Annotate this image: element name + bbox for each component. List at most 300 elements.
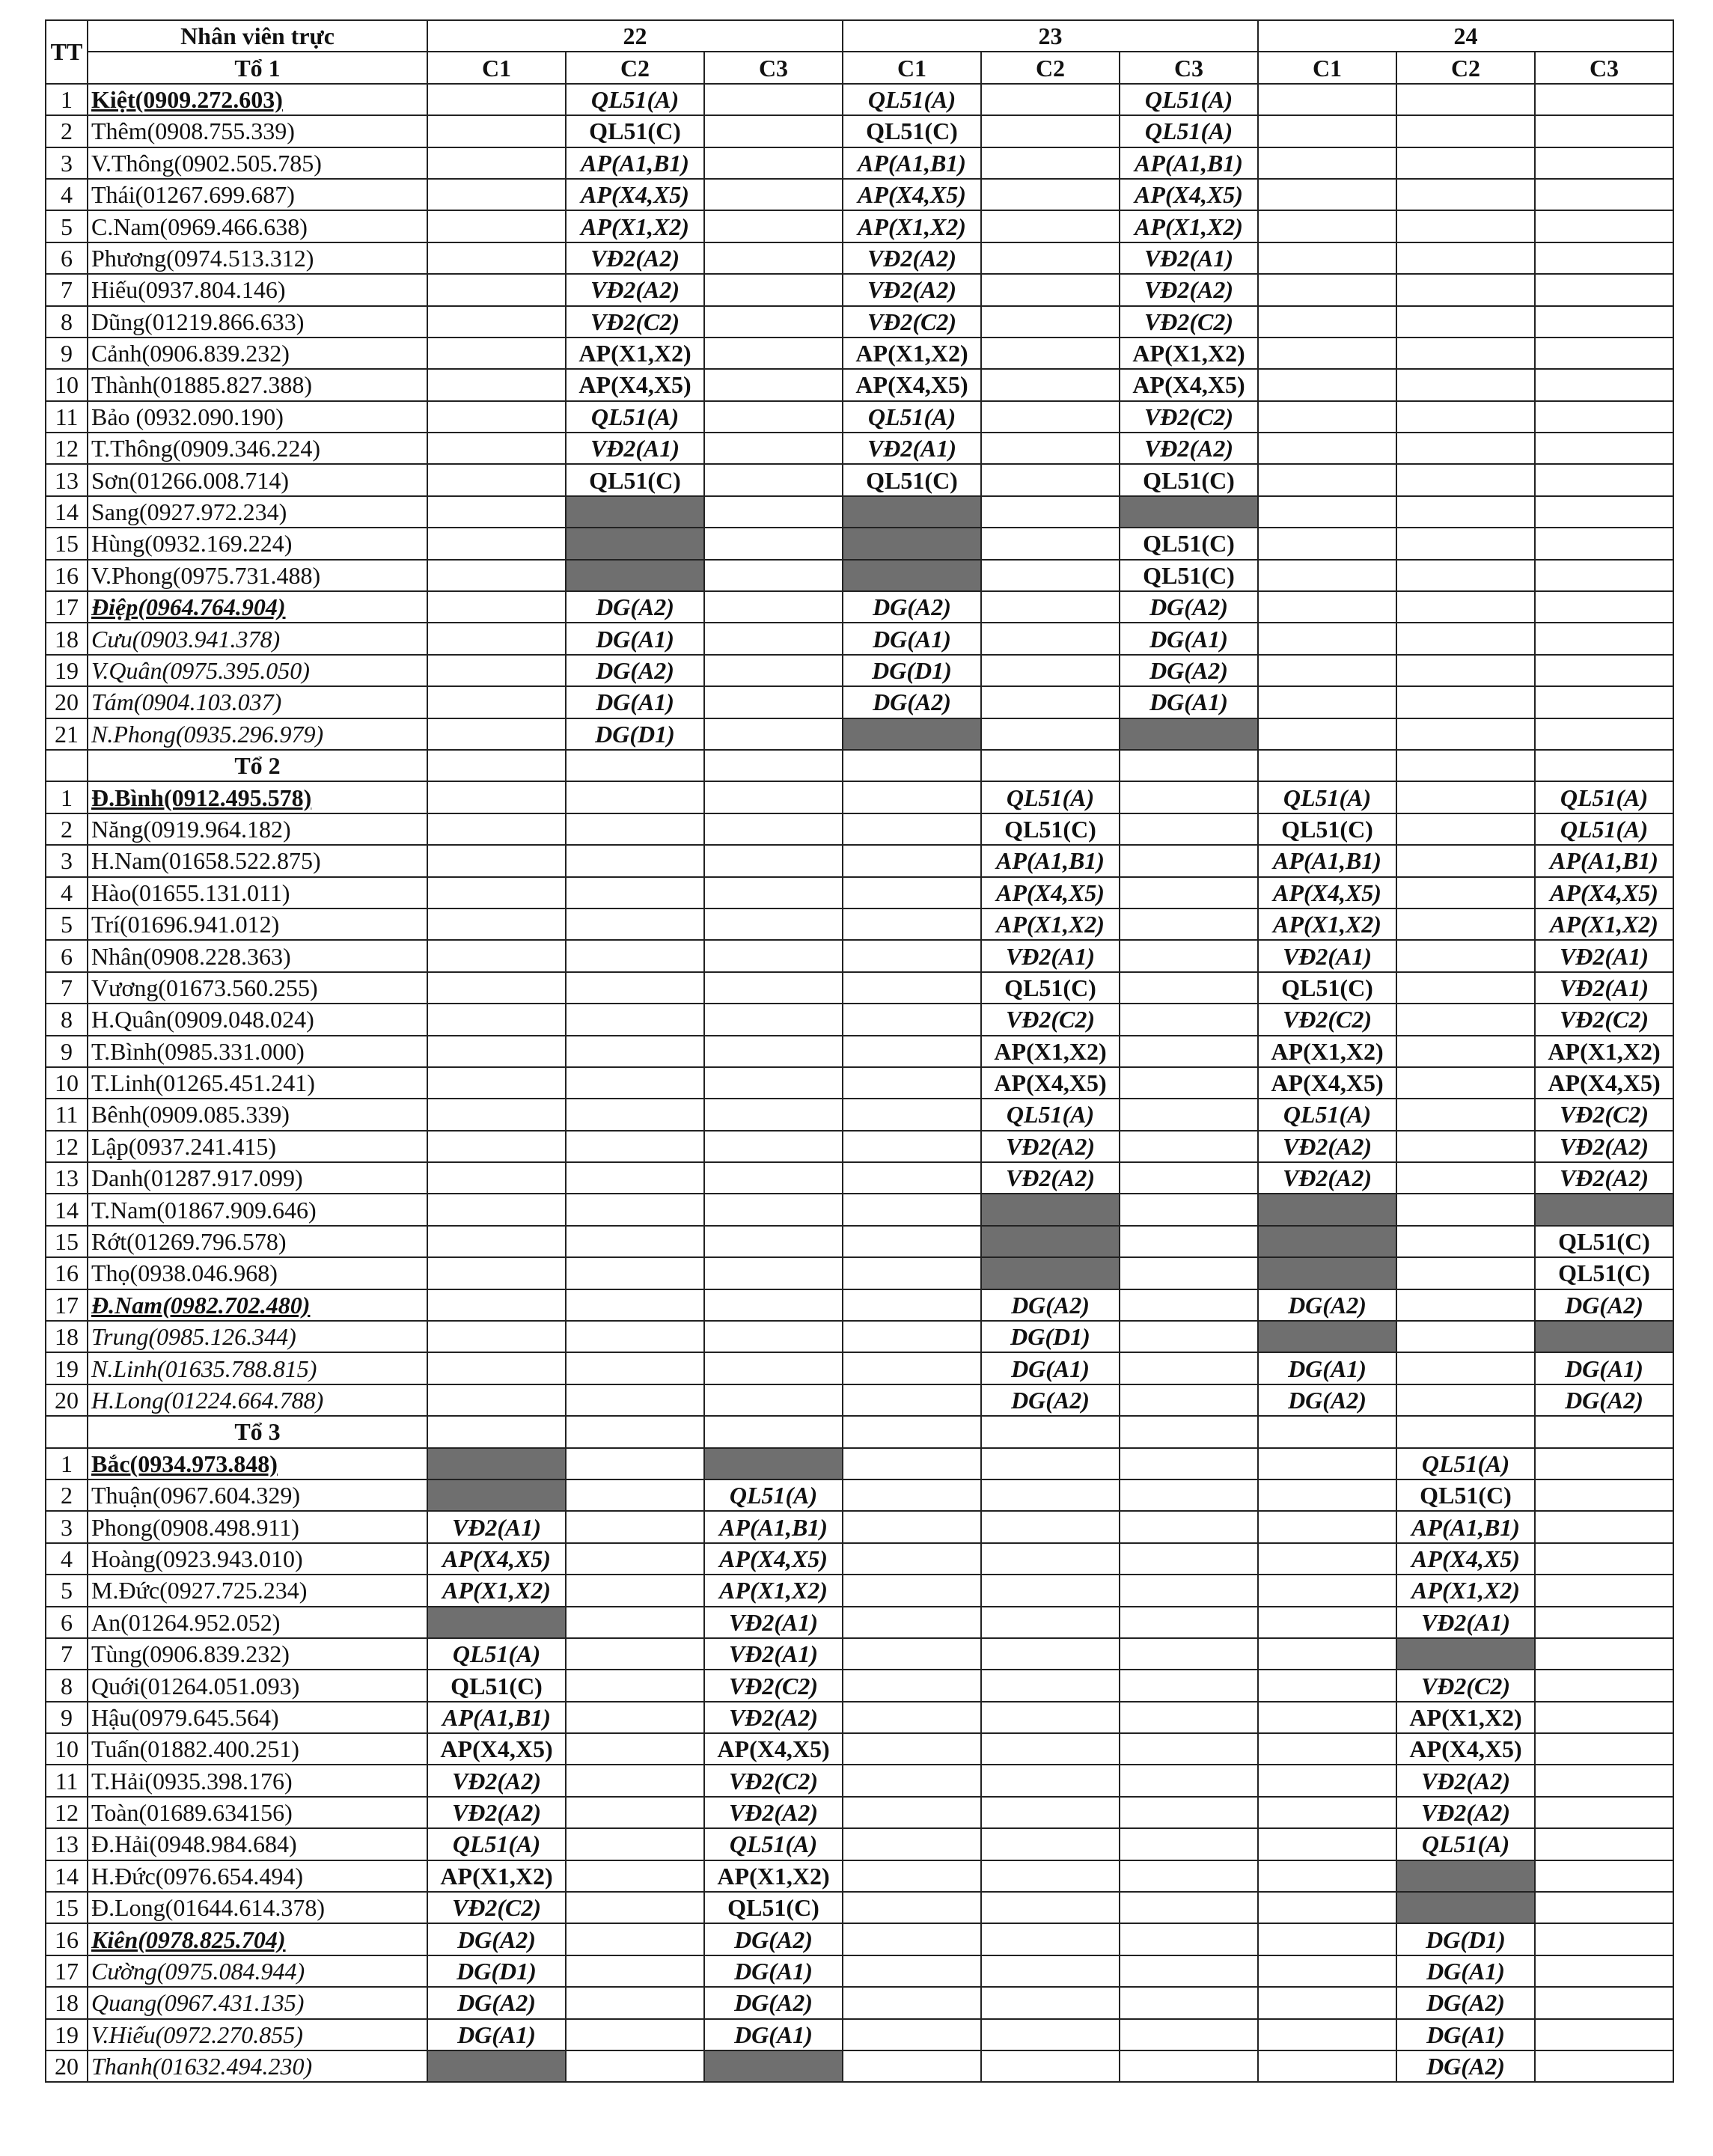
staff-row <box>46 1289 1673 1321</box>
empty-cell <box>843 1036 981 1067</box>
empty-cell <box>1120 972 1258 1004</box>
row-number: 17 <box>46 591 88 623</box>
empty-cell <box>566 1702 704 1733</box>
staff-name: V.Quân(0975.395.050) <box>91 657 310 684</box>
empty-cell <box>704 1131 843 1162</box>
staff-row <box>46 972 1673 1004</box>
row-number: 18 <box>46 1321 88 1352</box>
empty-cell <box>566 845 704 876</box>
staff-name: Cảnh(0906.839.232) <box>91 340 290 367</box>
empty-cell <box>427 1004 566 1035</box>
empty-cell <box>566 1162 704 1194</box>
empty-cell <box>427 528 566 559</box>
header-tt: TT <box>46 20 88 84</box>
empty-cell <box>1120 877 1258 908</box>
empty-cell <box>843 1892 981 1923</box>
empty-cell <box>1120 1765 1258 1796</box>
empty-cell <box>566 1828 704 1860</box>
empty-cell <box>427 306 566 338</box>
assignment-cell: VĐ2(A2) <box>1396 1797 1535 1828</box>
header-shift: C1 <box>427 52 566 83</box>
staff-name: Quang(0967.431.135) <box>91 1989 305 2017</box>
assignment-cell: DG(A1) <box>1258 1352 1396 1384</box>
staff-name-cell <box>88 242 427 274</box>
empty-cell <box>1258 338 1396 369</box>
staff-name-cell <box>88 1828 427 1860</box>
assignment-cell: DG(D1) <box>843 655 981 686</box>
empty-cell <box>1258 210 1396 242</box>
empty-cell <box>1396 1004 1535 1035</box>
assignment-cell: DG(A1) <box>1396 1955 1535 1987</box>
empty-cell <box>566 940 704 971</box>
empty-cell <box>427 1321 566 1352</box>
row-number: 15 <box>46 1892 88 1923</box>
header-row-days <box>46 20 1673 52</box>
empty-cell <box>1120 1162 1258 1194</box>
assignment-cell: AP(A1,B1) <box>1258 845 1396 876</box>
staff-name-cell <box>88 686 427 718</box>
empty-cell <box>981 1923 1120 1955</box>
assignment-cell: QL51(C) <box>1258 813 1396 845</box>
empty-cell <box>704 845 843 876</box>
assignment-cell: VĐ2(C2) <box>1120 401 1258 433</box>
row-number: 7 <box>46 274 88 305</box>
empty-cell <box>1396 623 1535 654</box>
empty-cell <box>843 1670 981 1701</box>
assignment-cell: QL51(C) <box>981 972 1120 1004</box>
header-day-24: 24 <box>1258 20 1673 52</box>
empty-cell <box>843 1733 981 1765</box>
empty-cell <box>1258 306 1396 338</box>
assignment-cell: VĐ2(C2) <box>1535 1004 1673 1035</box>
staff-name-cell <box>88 210 427 242</box>
empty-cell <box>566 1670 704 1701</box>
empty-cell <box>1258 115 1396 147</box>
staff-row <box>46 1607 1673 1638</box>
staff-name-cell <box>88 813 427 845</box>
assignment-cell: AP(X4,X5) <box>1535 1067 1673 1099</box>
empty-cell <box>427 1131 566 1162</box>
empty-cell <box>1396 528 1535 559</box>
assignment-cell: VĐ2(C2) <box>704 1765 843 1796</box>
empty-cell <box>1120 1321 1258 1352</box>
assignment-cell: AP(A1,B1) <box>843 147 981 179</box>
row-number: 18 <box>46 1987 88 2018</box>
empty-cell <box>566 1036 704 1067</box>
staff-row <box>46 1257 1673 1289</box>
assignment-cell: VĐ2(C2) <box>1396 1670 1535 1701</box>
empty-cell <box>427 1289 566 1321</box>
empty-cell <box>704 338 843 369</box>
empty-cell <box>1258 686 1396 718</box>
staff-name-cell <box>88 1384 427 1416</box>
staff-name: Hậu(0979.645.564) <box>91 1703 279 1731</box>
staff-name-cell <box>88 1923 427 1955</box>
empty-cell <box>1120 1733 1258 1765</box>
empty-cell <box>1396 210 1535 242</box>
duty-roster-table <box>45 19 1674 2083</box>
row-number: 10 <box>46 1067 88 1099</box>
assignment-cell: DG(A1) <box>1120 686 1258 718</box>
off-duty-cell <box>1535 1321 1673 1352</box>
staff-row <box>46 1352 1673 1384</box>
staff-name-cell <box>88 877 427 908</box>
row-number: 8 <box>46 306 88 338</box>
empty-cell <box>1120 1384 1258 1416</box>
staff-name-cell <box>88 972 427 1004</box>
empty-cell <box>981 2019 1120 2050</box>
empty-cell <box>981 274 1120 305</box>
assignment-cell: QL51(A) <box>1396 1448 1535 1479</box>
empty-cell <box>1396 1226 1535 1257</box>
empty-cell <box>704 433 843 464</box>
empty-cell <box>704 369 843 400</box>
assignment-cell: DG(A1) <box>843 623 981 654</box>
header-shift: C3 <box>704 52 843 83</box>
staff-name-cell <box>88 591 427 623</box>
empty-cell <box>981 1638 1120 1670</box>
empty-cell <box>1258 401 1396 433</box>
assignment-cell: VĐ2(A2) <box>1120 433 1258 464</box>
empty-cell <box>1535 750 1673 781</box>
staff-name-cell <box>88 1067 427 1099</box>
assignment-cell: AP(X1,X2) <box>1396 1702 1535 1733</box>
empty-cell <box>1535 1575 1673 1606</box>
empty-cell <box>704 306 843 338</box>
group-tt-cell <box>46 1416 88 1447</box>
empty-cell <box>843 972 981 1004</box>
empty-cell <box>981 686 1120 718</box>
empty-cell <box>1535 1448 1673 1479</box>
off-duty-cell <box>1258 1226 1396 1257</box>
staff-name-cell <box>88 179 427 210</box>
empty-cell <box>1535 147 1673 179</box>
row-number: 21 <box>46 718 88 750</box>
empty-cell <box>1258 1448 1396 1479</box>
empty-cell <box>1120 1828 1258 1860</box>
row-number: 18 <box>46 623 88 654</box>
assignment-cell: AP(X1,X2) <box>843 210 981 242</box>
header-shift: C1 <box>1258 52 1396 83</box>
staff-row <box>46 781 1673 813</box>
empty-cell <box>981 179 1120 210</box>
assignment-cell: AP(X4,X5) <box>566 179 704 210</box>
staff-name-cell <box>88 464 427 495</box>
header-shift: C2 <box>1396 52 1535 83</box>
assignment-cell: DG(D1) <box>981 1321 1120 1352</box>
assignment-cell: AP(X1,X2) <box>566 210 704 242</box>
empty-cell <box>1120 750 1258 781</box>
empty-cell <box>1535 274 1673 305</box>
empty-cell <box>1258 1575 1396 1606</box>
staff-name-cell <box>88 369 427 400</box>
empty-cell <box>843 1479 981 1511</box>
staff-name: V.Hiếu(0972.270.855) <box>91 2021 303 2048</box>
assignment-cell: VĐ2(A1) <box>981 940 1120 971</box>
row-number: 10 <box>46 369 88 400</box>
empty-cell <box>1396 718 1535 750</box>
staff-name: Thọ(0938.046.968) <box>91 1259 278 1287</box>
staff-name-cell <box>88 1511 427 1542</box>
empty-cell <box>1258 1416 1396 1447</box>
empty-cell <box>843 1797 981 1828</box>
off-duty-cell <box>1258 1194 1396 1225</box>
empty-cell <box>427 401 566 433</box>
empty-cell <box>1535 2019 1673 2050</box>
empty-cell <box>427 655 566 686</box>
staff-row <box>46 560 1673 591</box>
staff-name: T.Thông(0909.346.224) <box>91 435 321 462</box>
empty-cell <box>704 274 843 305</box>
staff-name: Hào(01655.131.011) <box>91 879 290 906</box>
assignment-cell: AP(X1,X2) <box>981 1036 1120 1067</box>
empty-cell <box>1120 908 1258 940</box>
staff-name-cell <box>88 1004 427 1035</box>
empty-cell <box>843 750 981 781</box>
staff-name-cell <box>88 1036 427 1067</box>
assignment-cell: QL51(A) <box>1258 1099 1396 1130</box>
empty-cell <box>981 306 1120 338</box>
staff-name: Trí(01696.941.012) <box>91 911 280 938</box>
empty-cell <box>1120 845 1258 876</box>
assignment-cell: AP(A1,B1) <box>566 147 704 179</box>
staff-name-cell <box>88 1257 427 1289</box>
roster-body <box>46 20 1673 2082</box>
staff-row <box>46 1226 1673 1257</box>
header-day-23: 23 <box>843 20 1258 52</box>
empty-cell <box>843 1384 981 1416</box>
staff-name-cell <box>88 1955 427 1987</box>
assignment-cell: QL51(C) <box>1120 528 1258 559</box>
assignment-cell: VĐ2(A1) <box>1258 940 1396 971</box>
off-duty-cell <box>843 718 981 750</box>
empty-cell <box>1258 1479 1396 1511</box>
row-number: 19 <box>46 655 88 686</box>
row-number: 17 <box>46 1289 88 1321</box>
assignment-cell: DG(A1) <box>1396 2019 1535 2050</box>
empty-cell <box>1535 84 1673 115</box>
empty-cell <box>1258 1511 1396 1542</box>
staff-row <box>46 1638 1673 1670</box>
group-tt-cell <box>46 750 88 781</box>
empty-cell <box>1120 1607 1258 1638</box>
staff-name: Sơn(01266.008.714) <box>91 466 290 494</box>
empty-cell <box>704 813 843 845</box>
assignment-cell: VĐ2(A1) <box>704 1638 843 1670</box>
empty-cell <box>843 781 981 813</box>
staff-name: Hiếu(0937.804.146) <box>91 276 286 304</box>
staff-name: Đ.Long(01644.614.378) <box>91 1894 325 1922</box>
off-duty-cell <box>1120 718 1258 750</box>
row-number: 13 <box>46 464 88 495</box>
empty-cell <box>1120 1289 1258 1321</box>
staff-name: H.Nam(01658.522.875) <box>91 847 321 875</box>
empty-cell <box>1258 1955 1396 1987</box>
staff-name-cell <box>88 1099 427 1130</box>
empty-cell <box>981 1987 1120 2018</box>
assignment-cell: DG(D1) <box>427 1955 566 1987</box>
assignment-cell: VĐ2(C2) <box>704 1670 843 1701</box>
empty-cell <box>843 1543 981 1575</box>
empty-cell <box>981 1955 1120 1987</box>
empty-cell <box>704 1036 843 1067</box>
empty-cell <box>1535 1797 1673 1828</box>
empty-cell <box>704 464 843 495</box>
assignment-cell: VĐ2(A2) <box>843 274 981 305</box>
off-duty-cell <box>427 2050 566 2082</box>
staff-name: T.Bình(0985.331.000) <box>91 1037 305 1065</box>
row-number: 13 <box>46 1828 88 1860</box>
staff-name-cell <box>88 1987 427 2018</box>
staff-name-cell <box>88 2019 427 2050</box>
staff-name: N.Linh(01635.788.815) <box>91 1355 317 1382</box>
empty-cell <box>566 1987 704 2018</box>
staff-name: Phương(0974.513.312) <box>91 244 314 272</box>
assignment-cell: AP(X1,X2) <box>1120 210 1258 242</box>
row-number: 12 <box>46 1131 88 1162</box>
empty-cell <box>981 750 1120 781</box>
assignment-cell: VĐ2(C2) <box>1258 1004 1396 1035</box>
empty-cell <box>704 1067 843 1099</box>
empty-cell <box>1120 1257 1258 1289</box>
empty-cell <box>1258 2050 1396 2082</box>
empty-cell <box>1396 972 1535 1004</box>
assignment-cell: DG(A2) <box>1535 1289 1673 1321</box>
empty-cell <box>427 908 566 940</box>
empty-cell <box>843 1257 981 1289</box>
empty-cell <box>1396 242 1535 274</box>
empty-cell <box>1120 1543 1258 1575</box>
empty-cell <box>704 1099 843 1130</box>
assignment-cell: VĐ2(A2) <box>566 274 704 305</box>
assignment-cell: DG(A2) <box>566 591 704 623</box>
staff-row <box>46 306 1673 338</box>
empty-cell <box>1535 242 1673 274</box>
assignment-cell: VĐ2(C2) <box>1535 1099 1673 1130</box>
assignment-cell: VĐ2(C2) <box>981 1004 1120 1035</box>
assignment-cell: VĐ2(A1) <box>704 1607 843 1638</box>
empty-cell <box>1396 274 1535 305</box>
empty-cell <box>566 1194 704 1225</box>
staff-row <box>46 1733 1673 1765</box>
staff-name-cell <box>88 1892 427 1923</box>
assignment-cell: DG(A1) <box>566 686 704 718</box>
empty-cell <box>1535 1607 1673 1638</box>
empty-cell <box>1396 940 1535 971</box>
empty-cell <box>981 147 1120 179</box>
group-label: Tổ 1 <box>88 52 427 83</box>
staff-name-cell <box>88 1479 427 1511</box>
empty-cell <box>843 1860 981 1892</box>
assignment-cell: DG(A1) <box>981 1352 1120 1384</box>
staff-name: Thuận(0967.604.329) <box>91 1482 301 1509</box>
empty-cell <box>1258 1670 1396 1701</box>
staff-name-cell <box>88 274 427 305</box>
off-duty-cell <box>843 560 981 591</box>
empty-cell <box>981 623 1120 654</box>
empty-cell <box>1120 1448 1258 1479</box>
assignment-cell: QL51(A) <box>843 84 981 115</box>
empty-cell <box>566 908 704 940</box>
empty-cell <box>427 591 566 623</box>
row-number: 20 <box>46 1384 88 1416</box>
empty-cell <box>1396 1257 1535 1289</box>
assignment-cell: VĐ2(A1) <box>427 1511 566 1542</box>
empty-cell <box>1120 2050 1258 2082</box>
assignment-cell: VĐ2(C2) <box>843 306 981 338</box>
staff-name-cell <box>88 1575 427 1606</box>
empty-cell <box>1396 496 1535 528</box>
empty-cell <box>1396 1321 1535 1352</box>
empty-cell <box>843 1923 981 1955</box>
empty-cell <box>704 115 843 147</box>
staff-name: Rớt(01269.796.578) <box>91 1228 287 1256</box>
staff-name: T.Linh(01265.451.241) <box>91 1069 315 1097</box>
row-number: 4 <box>46 1543 88 1575</box>
staff-name-cell <box>88 1797 427 1828</box>
assignment-cell: DG(A2) <box>1258 1289 1396 1321</box>
staff-row <box>46 1955 1673 1987</box>
empty-cell <box>843 940 981 971</box>
empty-cell <box>981 2050 1120 2082</box>
empty-cell <box>843 1099 981 1130</box>
empty-cell <box>1535 1670 1673 1701</box>
empty-cell <box>981 433 1120 464</box>
assignment-cell: AP(X4,X5) <box>1396 1543 1535 1575</box>
staff-name-cell <box>88 1638 427 1670</box>
staff-name-cell <box>88 718 427 750</box>
empty-cell <box>427 718 566 750</box>
empty-cell <box>981 528 1120 559</box>
empty-cell <box>427 1162 566 1194</box>
empty-cell <box>427 242 566 274</box>
assignment-cell: QL51(A) <box>427 1638 566 1670</box>
empty-cell <box>1258 718 1396 750</box>
row-number: 1 <box>46 84 88 115</box>
empty-cell <box>427 1226 566 1257</box>
empty-cell <box>1120 1860 1258 1892</box>
assignment-cell: AP(X4,X5) <box>427 1733 566 1765</box>
row-number: 5 <box>46 908 88 940</box>
off-duty-cell <box>427 1607 566 1638</box>
staff-row <box>46 274 1673 305</box>
assignment-cell: QL51(C) <box>843 115 981 147</box>
empty-cell <box>1258 1702 1396 1733</box>
assignment-cell: AP(X4,X5) <box>704 1733 843 1765</box>
empty-cell <box>1258 464 1396 495</box>
assignment-cell: VĐ2(A2) <box>704 1797 843 1828</box>
empty-cell <box>704 1162 843 1194</box>
empty-cell <box>566 1765 704 1796</box>
empty-cell <box>704 1289 843 1321</box>
empty-cell <box>981 560 1120 591</box>
group-row <box>46 1416 1673 1447</box>
staff-name: Thêm(0908.755.339) <box>91 117 295 145</box>
row-number: 6 <box>46 940 88 971</box>
assignment-cell: QL51(A) <box>1535 813 1673 845</box>
empty-cell <box>566 1384 704 1416</box>
empty-cell <box>1396 84 1535 115</box>
row-number: 8 <box>46 1670 88 1701</box>
assignment-cell: QL51(A) <box>981 781 1120 813</box>
empty-cell <box>427 1036 566 1067</box>
assignment-cell: QL51(A) <box>1120 84 1258 115</box>
empty-cell <box>1396 147 1535 179</box>
empty-cell <box>566 1543 704 1575</box>
empty-cell <box>1258 623 1396 654</box>
empty-cell <box>427 464 566 495</box>
off-duty-cell <box>427 1479 566 1511</box>
